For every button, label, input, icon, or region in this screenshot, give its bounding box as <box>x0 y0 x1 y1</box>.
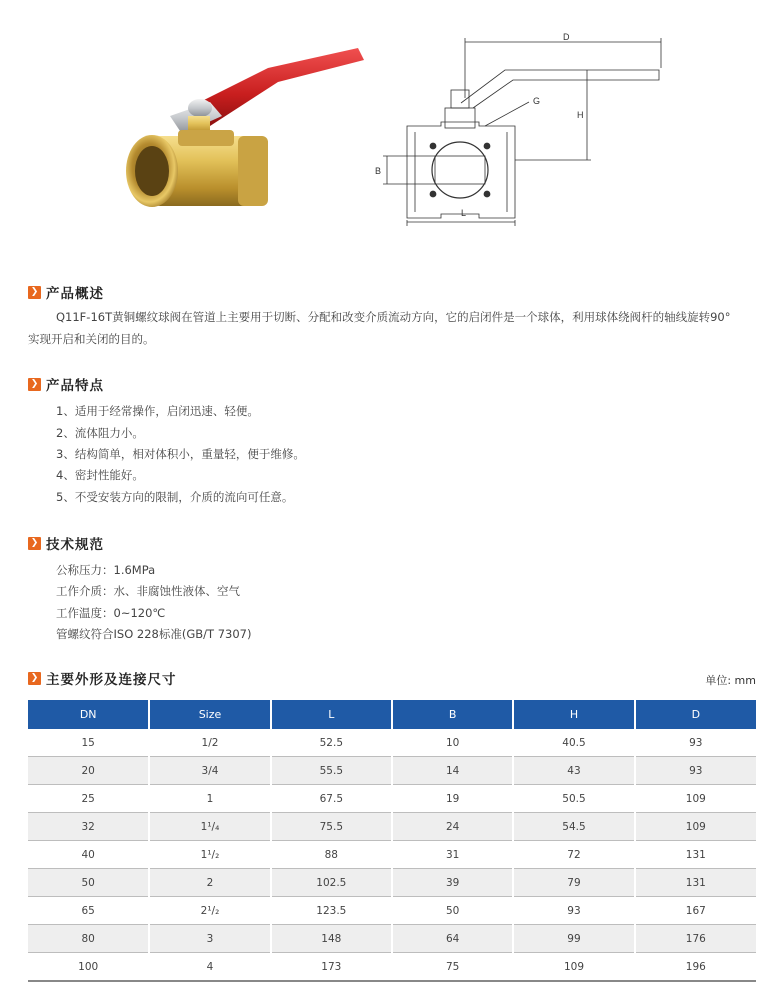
table-cell: 4 <box>149 953 270 982</box>
section-overview-title: 产品概述 <box>46 286 104 302</box>
column-header: DN <box>28 700 149 729</box>
section-dimensions-heading <box>28 668 177 688</box>
table-cell: 80 <box>28 925 149 953</box>
table-cell: 10 <box>392 729 513 757</box>
table-cell: 52.5 <box>271 729 392 757</box>
section-dimensions-title: 主要外形及连接尺寸 <box>46 672 177 688</box>
feature-item: 2、流体阻力小。 <box>56 426 144 440</box>
label-l: L <box>461 208 467 218</box>
table-cell: 39 <box>392 869 513 897</box>
table-cell: 32 <box>28 813 149 841</box>
table-cell: 173 <box>271 953 392 982</box>
table-cell: 93 <box>635 729 756 757</box>
table-cell: 176 <box>635 925 756 953</box>
table-cell: 167 <box>635 897 756 925</box>
table-cell: 20 <box>28 757 149 785</box>
table-cell: 123.5 <box>271 897 392 925</box>
table-cell: 24 <box>392 813 513 841</box>
table-cell: 148 <box>271 925 392 953</box>
unit-label: 单位: mm <box>705 674 756 687</box>
table-cell: 64 <box>392 925 513 953</box>
spec-item: 公称压力：1.6MPa <box>56 563 156 577</box>
chevron-right-icon: ❯ <box>28 672 41 685</box>
label-b: B <box>375 166 382 176</box>
spec-item: 工作温度：0~120℃ <box>56 606 166 620</box>
table-cell: 1 <box>149 785 270 813</box>
section-overview-heading <box>28 282 104 302</box>
table-cell: 196 <box>635 953 756 982</box>
section-specs-heading <box>28 533 104 553</box>
table-cell: 75 <box>392 953 513 982</box>
spec-item: 工作介质：水、非腐蚀性液体、空气 <box>56 584 240 598</box>
table-cell: 55.5 <box>271 757 392 785</box>
column-header: H <box>513 700 634 729</box>
table-cell: 65 <box>28 897 149 925</box>
label-h: H <box>577 110 584 120</box>
section-features-title: 产品特点 <box>46 378 104 394</box>
table-cell: 100 <box>28 953 149 982</box>
chevron-right-icon: ❯ <box>28 286 41 299</box>
table-cell: 109 <box>635 785 756 813</box>
table-cell: 3/4 <box>149 757 270 785</box>
table-row <box>28 729 756 757</box>
table-row <box>28 897 756 925</box>
table-cell: 40.5 <box>513 729 634 757</box>
table-cell: 102.5 <box>271 869 392 897</box>
valve-technical-drawing <box>365 28 677 228</box>
table-cell: 25 <box>28 785 149 813</box>
table-row <box>28 785 756 813</box>
table-cell: 67.5 <box>271 785 392 813</box>
table-cell: 50 <box>28 869 149 897</box>
table-cell: 72 <box>513 841 634 869</box>
table-cell: 19 <box>392 785 513 813</box>
table-header-row <box>28 700 756 729</box>
table-cell: 93 <box>635 757 756 785</box>
label-d: D <box>563 32 570 42</box>
feature-item: 3、结构简单，相对体积小，重量轻，便于维修。 <box>56 447 305 461</box>
feature-item: 5、不受安装方向的限制，介质的流向可任意。 <box>56 490 294 504</box>
table-row <box>28 813 756 841</box>
table-row <box>28 841 756 869</box>
table-cell: 99 <box>513 925 634 953</box>
section-features-heading <box>28 374 104 394</box>
chevron-right-icon: ❯ <box>28 537 41 550</box>
section-specs-title: 技术规范 <box>46 537 104 553</box>
table-cell: 40 <box>28 841 149 869</box>
table-cell: 75.5 <box>271 813 392 841</box>
column-header: D <box>635 700 756 729</box>
table-cell: 50 <box>392 897 513 925</box>
table-cell: 1¹/₄ <box>149 813 270 841</box>
table-cell: 131 <box>635 869 756 897</box>
spec-item: 管螺纹符合ISO 228标准(GB/T 7307) <box>56 627 252 641</box>
chevron-right-icon: ❯ <box>28 378 41 391</box>
table-cell: 1¹/₂ <box>149 841 270 869</box>
table-cell: 14 <box>392 757 513 785</box>
table-cell: 2 <box>149 869 270 897</box>
table-cell: 109 <box>513 953 634 982</box>
column-header: L <box>271 700 392 729</box>
table-cell: 131 <box>635 841 756 869</box>
table-row <box>28 757 756 785</box>
table-cell: 31 <box>392 841 513 869</box>
table-row <box>28 869 756 897</box>
valve-product-photo <box>118 38 368 218</box>
table-row <box>28 953 756 982</box>
table-cell: 3 <box>149 925 270 953</box>
table-cell: 43 <box>513 757 634 785</box>
dimensions-table <box>28 700 756 982</box>
column-header: B <box>392 700 513 729</box>
table-row <box>28 925 756 953</box>
table-cell: 50.5 <box>513 785 634 813</box>
table-cell: 54.5 <box>513 813 634 841</box>
table-cell: 93 <box>513 897 634 925</box>
column-header: Size <box>149 700 270 729</box>
table-cell: 79 <box>513 869 634 897</box>
overview-line-1: Q11F-16T黄铜螺纹球阀在管道上主要用于切断、分配和改变介质流动方向，它的启闭件是一个球体，利用球体绕阀杆的轴线旋转90° <box>56 310 731 324</box>
label-g: G <box>533 96 541 106</box>
feature-item: 4、密封性能好。 <box>56 468 144 482</box>
table-cell: 15 <box>28 729 149 757</box>
table-cell: 1/2 <box>149 729 270 757</box>
table-cell: 109 <box>635 813 756 841</box>
table-cell: 2¹/₂ <box>149 897 270 925</box>
table-cell: 88 <box>271 841 392 869</box>
feature-item: 1、适用于经常操作，启闭迅速、轻便。 <box>56 404 259 418</box>
overview-line-2: 实现开启和关闭的目的。 <box>28 332 155 346</box>
